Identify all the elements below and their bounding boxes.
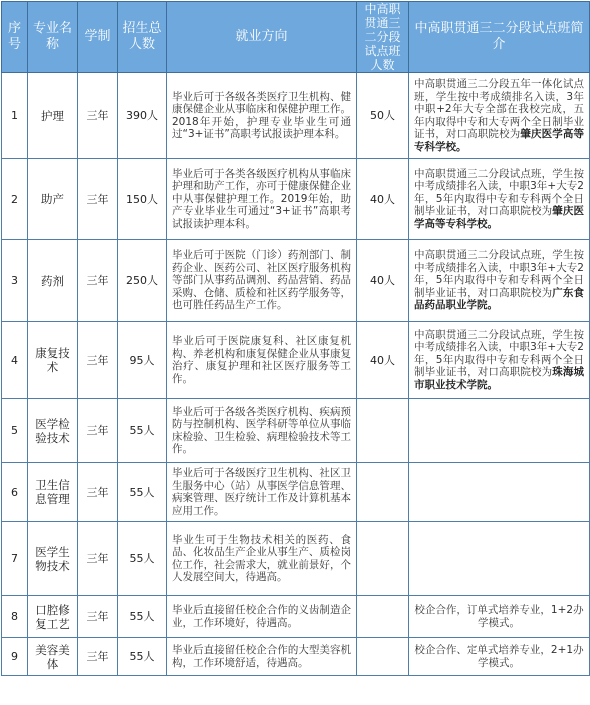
duration-cell: 三年 <box>78 463 118 522</box>
intro-cell <box>409 638 590 676</box>
intro-cell <box>409 159 590 240</box>
direction-cell: 毕业后直接留任校企合作的大型美容机构，工作环境舒适，待遇高。 <box>167 638 357 676</box>
intro-text: 中高职贯通三二分段试点班，学生按中考成绩排名入读，中职3年+大专2年，5年内取得中专和专科两个全日制毕业证书，对口高职院校为 <box>414 167 584 218</box>
table-row <box>2 399 590 463</box>
intro-cell <box>409 322 590 399</box>
duration-cell: 三年 <box>78 159 118 240</box>
table-row <box>2 596 590 638</box>
enrollment-cell: 55人 <box>118 638 167 676</box>
duration-cell: 三年 <box>78 399 118 463</box>
direction-cell: 毕业后可于各级各类医疗卫生机构、健康保健企业从事临床和保健护理工作。2018年开始，护理专业毕业生可通过“3+证书”高职考试报读护理本科。 <box>167 73 357 159</box>
header-index: 序号 <box>2 2 28 73</box>
intro-cell <box>409 399 590 463</box>
major-name: 药剂 <box>28 240 78 322</box>
direction-cell: 毕业后直接留任校企合作的义齿制造企业，工作环境好，待遇高。 <box>167 596 357 638</box>
enrollment-cell: 55人 <box>118 463 167 522</box>
major-name: 医学检验技术 <box>28 399 78 463</box>
duration-cell: 三年 <box>78 322 118 399</box>
enrollment-cell: 55人 <box>118 399 167 463</box>
pilot-count-cell <box>357 638 409 676</box>
duration-cell: 三年 <box>78 522 118 596</box>
partner-college: 广东食品药品职业学院。 <box>414 286 585 312</box>
pilot-count-cell: 40人 <box>357 240 409 322</box>
row-index: 5 <box>2 399 28 463</box>
intro-text: 中高职贯通三二分段试点班，学生按中考成绩排名入读，中职3年+大专2年，5年内取得中专和专科两个全日制毕业证书，对口高职院校为 <box>414 249 584 299</box>
enrollment-cell: 55人 <box>118 522 167 596</box>
duration-cell: 三年 <box>78 240 118 322</box>
table-row <box>2 322 590 399</box>
table-row <box>2 463 590 522</box>
major-name: 助产 <box>28 159 78 240</box>
row-index: 4 <box>2 322 28 399</box>
intro-text: 中高职贯通三二分段试点班，学生按中考成绩排名入读，中职3年+大专2年，5年内取得中专和专科两个全日制毕业证书，对口高职院校为 <box>414 328 584 379</box>
intro-cell <box>409 522 590 596</box>
header-major: 专业名称 <box>28 2 78 73</box>
intro-cell <box>409 463 590 522</box>
enrollment-cell: 95人 <box>118 322 167 399</box>
major-name: 卫生信息管理 <box>28 463 78 522</box>
admissions-table <box>1 1 590 676</box>
duration-cell: 三年 <box>78 73 118 159</box>
enrollment-cell: 150人 <box>118 159 167 240</box>
intro-text: 校企合作、定单式培养专业，2+1办学模式。 <box>414 644 584 669</box>
row-index: 8 <box>2 596 28 638</box>
direction-cell: 毕业后可于各级医疗卫生机构、社区卫生服务中心（站）从事医学信息管理、病案管理、医疗统计工作及计算机基本应用工作。 <box>167 463 357 522</box>
pilot-count-cell: 40人 <box>357 159 409 240</box>
major-name: 美容美体 <box>28 638 78 676</box>
enrollment-cell: 390人 <box>118 73 167 159</box>
intro-text: 中高职贯通三二分段五年一体化试点班，学生按中考成绩排名入读，3年中职+2年大专全部在我校完成，五年内取得中专和大专两个全日制毕业证书，对口高职院校为 <box>414 78 584 140</box>
table-row <box>2 240 590 322</box>
table-body <box>2 73 590 676</box>
pilot-count-cell <box>357 596 409 638</box>
enrollment-cell: 55人 <box>118 596 167 638</box>
row-index: 1 <box>2 73 28 159</box>
direction-cell: 毕业后可于各级各类医疗机构、疾病预防与控制机构、医学科研等单位从事临床检验、卫生检验、病理检验技术等工作。 <box>167 399 357 463</box>
pilot-count-cell: 40人 <box>357 322 409 399</box>
duration-cell: 三年 <box>78 638 118 676</box>
intro-cell <box>409 596 590 638</box>
table-row <box>2 638 590 676</box>
row-index: 9 <box>2 638 28 676</box>
pilot-count-cell <box>357 399 409 463</box>
row-index: 2 <box>2 159 28 240</box>
header-row <box>2 2 590 73</box>
intro-cell <box>409 240 590 322</box>
partner-college: 肇庆医学高等专科学校。 <box>414 205 585 230</box>
intro-text: 校企合作，订单式培养专业，1+2办学模式。 <box>414 604 584 629</box>
partner-college: 肇庆医学高等专科学校。 <box>414 128 585 153</box>
table-row <box>2 159 590 240</box>
major-name: 口腔修复工艺 <box>28 596 78 638</box>
pilot-count-cell: 50人 <box>357 73 409 159</box>
row-index: 7 <box>2 522 28 596</box>
duration-cell: 三年 <box>78 596 118 638</box>
intro-cell <box>409 73 590 159</box>
header-intro: 中高职贯通三二分段试点班简介 <box>409 2 590 73</box>
row-index: 6 <box>2 463 28 522</box>
table-row <box>2 522 590 596</box>
major-name: 医学生物技术 <box>28 522 78 596</box>
partner-college: 珠海城市职业技术学院。 <box>414 366 585 391</box>
header-pilot: 中高职贯通三二分段试点班人数 <box>357 2 409 73</box>
header-direction: 就业方向 <box>167 2 357 73</box>
row-index: 3 <box>2 240 28 322</box>
table-row <box>2 73 590 159</box>
header-enrollment: 招生总人数 <box>118 2 167 73</box>
major-name: 康复技术 <box>28 322 78 399</box>
pilot-count-cell <box>357 522 409 596</box>
pilot-count-cell <box>357 463 409 522</box>
direction-cell: 毕业生可于生物技术相关的医药、食品、化妆品生产企业从事生产、质检岗位工作，社会需求大，就业前景好，个人发展空间大，待遇高。 <box>167 522 357 596</box>
header-duration: 学制 <box>78 2 118 73</box>
direction-cell: 毕业后可于医院（门诊）药剂部门、制药企业、医药公司、社区医疗服务机构等部门从事药品调剂、药品营销、药品采购、仓储、质检和社区药学服务等，也可胜任药品生产工作。 <box>167 240 357 322</box>
major-name: 护理 <box>28 73 78 159</box>
enrollment-cell: 250人 <box>118 240 167 322</box>
direction-cell: 毕业后可于各类各级医疗机构从事临床护理和助产工作，亦可于健康保健企业中从事保健护理工作。2019年始，助产专业毕业生可通过“3+证书”高职考试报读护理本科。 <box>167 159 357 240</box>
direction-cell: 毕业后可于医院康复科、社区康复机构、养老机构和康复保健企业从事康复治疗、康复护理和社区医疗服务等工作。 <box>167 322 357 399</box>
